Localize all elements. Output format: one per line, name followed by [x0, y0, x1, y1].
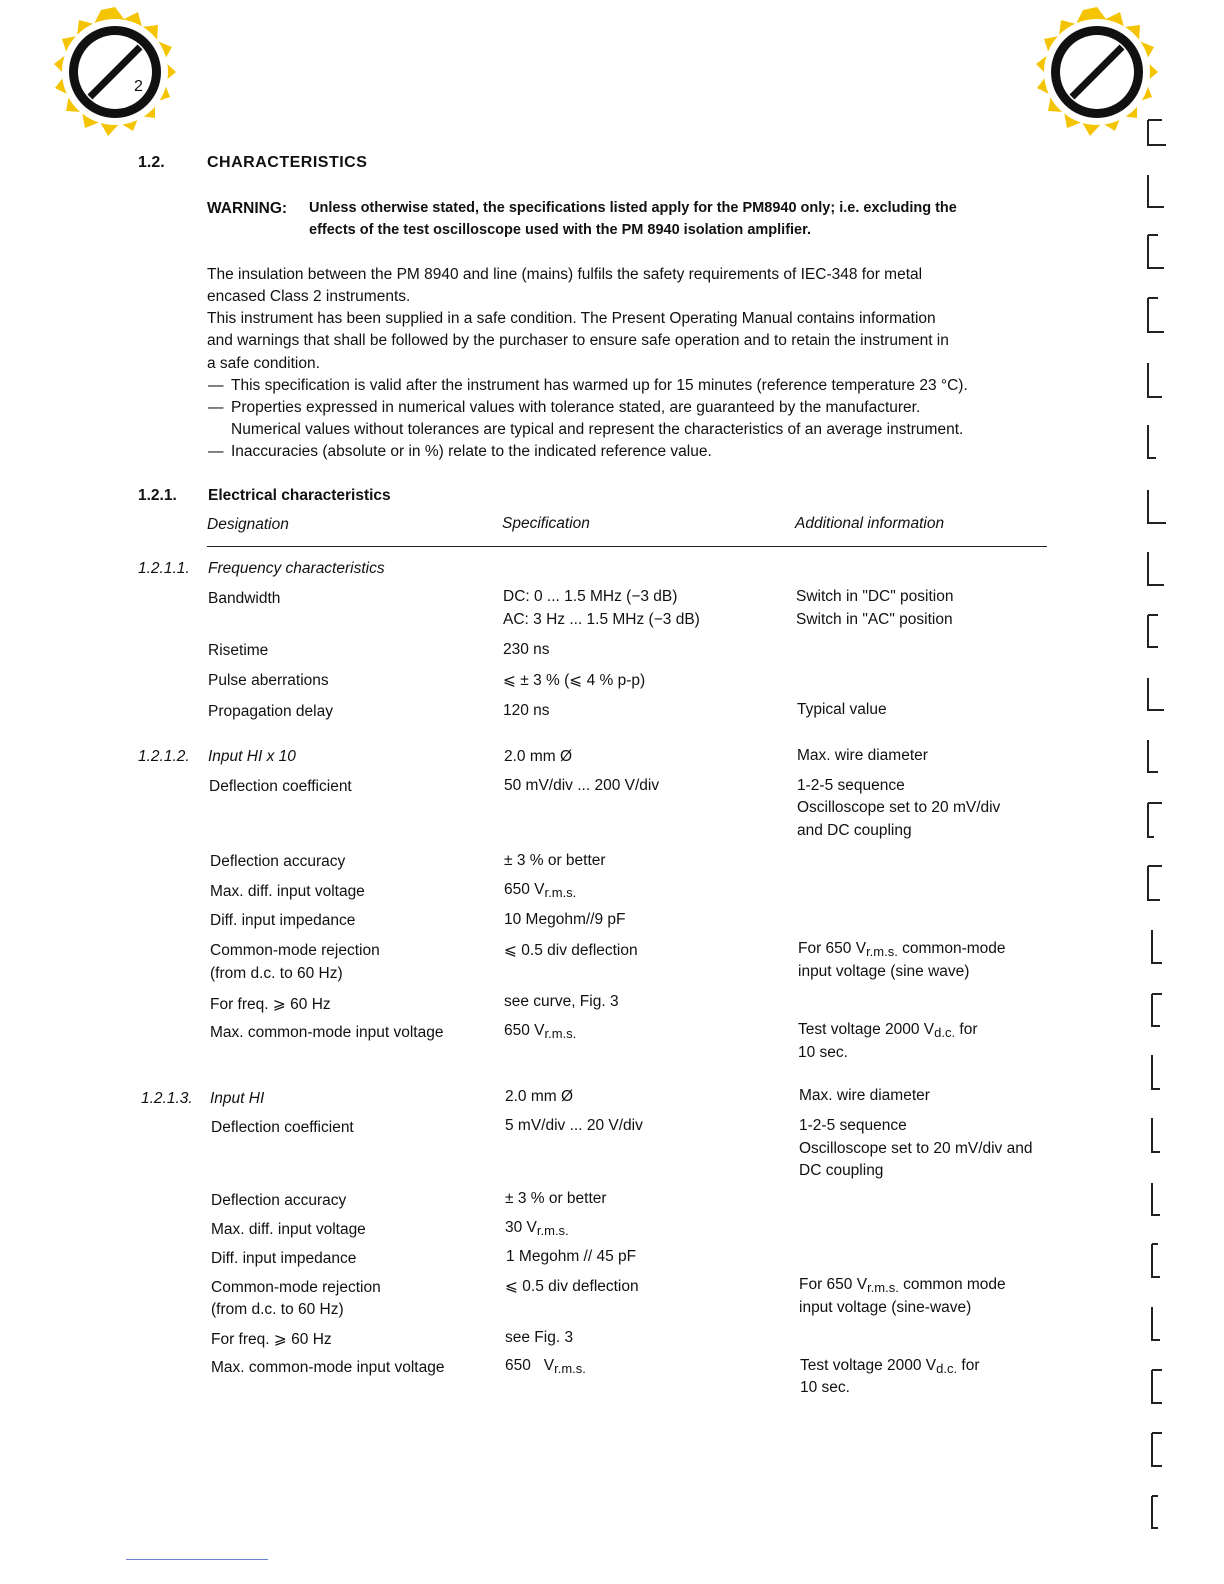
hi10-test-info: 10 sec. — [798, 1044, 848, 1061]
prop-info: Typical value — [797, 701, 887, 718]
bullet-text: This specification is valid after the instrument has warmed up for 15 minutes (reference temperature 23 °C). — [231, 377, 968, 394]
hi-acc-value: ± 3 % or better — [505, 1190, 607, 1207]
hi10-freq-value: see curve, Fig. 3 — [504, 993, 619, 1010]
subsection-number: 1.2.1. — [138, 487, 177, 504]
starburst-icon — [54, 7, 176, 136]
freq-title: Frequency characteristics — [208, 560, 385, 577]
hi10-acc-label: Deflection accuracy — [210, 853, 346, 870]
subsection-title: Electrical characteristics — [208, 487, 391, 504]
hi-test-info: 10 sec. — [800, 1379, 850, 1396]
hi10-imp-value: 10 Megohm//9 pF — [504, 911, 626, 928]
hi10-maxcm-value: 650 $V_{r.m.s.}$ — [504, 1022, 577, 1041]
hi-title: Input HI — [210, 1090, 265, 1107]
hi10-imp-label: Diff. input impedance — [210, 912, 356, 929]
freq-number: 1.2.1.1. — [138, 560, 190, 577]
hi-maxdiff-value: 30 $V_{r.m.s.}$ — [505, 1219, 569, 1238]
hi-maxcm-label: Max. common-mode input voltage — [211, 1359, 445, 1376]
hi-cmr-info: For 650 $V_{r.m.s.}$ common mode — [799, 1276, 1006, 1295]
hi10-cmr-info: For 650 $V_{r.m.s.}$ common-mode — [798, 940, 1006, 959]
intro-line: a safe condition. — [207, 355, 320, 372]
hi-cmr-label: (from d.c. to 60 Hz) — [211, 1301, 344, 1318]
hi-wire-value: 2.0 mm Ø — [505, 1088, 574, 1105]
hi10-defl-info: 1-2-5 sequence — [797, 777, 905, 794]
hi-cmr-label: Common-mode rejection — [211, 1279, 381, 1296]
hi10-wire-info: Max. wire diameter — [797, 747, 928, 764]
hi-cmr-info: input voltage (sine-wave) — [799, 1299, 972, 1316]
warning-label: WARNING: — [207, 200, 288, 217]
section-number: 1.2. — [138, 154, 165, 171]
hi10-defl-info: and DC coupling — [797, 822, 912, 839]
bullet-text: Numerical values without tolerances are typical and represent the characteristics of an average instrument. — [231, 421, 964, 438]
hi-defl-label: Deflection coefficient — [211, 1119, 354, 1136]
hi-defl-value: 5 mV/div ... 20 V/div — [505, 1117, 643, 1134]
hi-defl-info: Oscilloscope set to 20 mV/div and — [799, 1140, 1033, 1157]
warning-line-2: effects of the test oscilloscope used with the PM 8940 isolation amplifier. — [309, 222, 811, 238]
bandwidth-label: Bandwidth — [208, 590, 281, 607]
hi10-defl-label: Deflection coefficient — [209, 778, 352, 795]
header-designation: Designation — [207, 516, 289, 533]
hi10-defl-info: Oscilloscope set to 20 mV/div — [797, 799, 1001, 816]
hi10-defl-value: 50 mV/div ... 200 V/div — [504, 777, 660, 794]
hi-imp-label: Diff. input impedance — [211, 1250, 357, 1267]
intro-line: and warnings that shall be followed by the purchaser to ensure safe operation and to retain the instrument in — [207, 332, 949, 349]
warning-line-1: Unless otherwise stated, the specifications listed apply for the PM8940 only; i.e. excluding the — [309, 200, 957, 216]
binding-marks — [1140, 110, 1170, 1540]
hi10-maxdiff-value: 650 $V_{r.m.s.}$ — [504, 881, 577, 900]
risetime-label: Risetime — [208, 642, 269, 659]
page-number: 2 — [134, 78, 143, 95]
hi10-number: 1.2.1.2. — [138, 748, 190, 765]
hi-number: 1.2.1.3. — [141, 1090, 193, 1107]
hi-defl-info: DC coupling — [799, 1162, 884, 1179]
bandwidth-ac: AC: 3 Hz ... 1.5 MHz (−3 dB) — [503, 611, 700, 628]
hi-imp-value: 1 Megohm // 45 pF — [506, 1248, 637, 1265]
bullet-dash: — — [208, 443, 224, 460]
risetime-value: 230 ns — [503, 641, 550, 658]
bullet-text: Properties expressed in numerical values with tolerance stated, are guaranteed by the manufacturer. — [231, 399, 921, 416]
hi-maxdiff-label: Max. diff. input voltage — [211, 1221, 366, 1238]
intro-line: This instrument has been supplied in a safe condition. The Present Operating Manual contains information — [207, 310, 936, 327]
intro-line: encased Class 2 instruments. — [207, 288, 411, 305]
bandwidth-dc: DC: 0 ... 1.5 MHz (−3 dB) — [503, 588, 678, 605]
prop-label: Propagation delay — [208, 703, 333, 720]
hi10-maxdiff-label: Max. diff. input voltage — [210, 883, 365, 900]
hi-maxcm-value: 650 $V_{r.m.s.}$ — [505, 1357, 586, 1376]
switch-ac: Switch in "AC" position — [796, 611, 953, 628]
pulse-value: ⩽ ± 3 % (⩽ 4 % p-p) — [503, 672, 646, 689]
prop-value: 120 ns — [503, 702, 550, 719]
hi10-title: Input HI x 10 — [208, 748, 296, 765]
hi10-cmr-label: (from d.c. to 60 Hz) — [210, 965, 343, 982]
hi-defl-info: 1-2-5 sequence — [799, 1117, 907, 1134]
hi10-acc-value: ± 3 % or better — [504, 852, 606, 869]
hi-test-info: Test voltage 2000 $V_{d.c.}$ for — [800, 1357, 980, 1376]
bullet-dash: — — [208, 399, 224, 416]
hi10-freq-label: For freq. ⩾ 60 Hz — [210, 996, 331, 1013]
hi10-maxcm-label: Max. common-mode input voltage — [210, 1024, 444, 1041]
hi-freq-value: see Fig. 3 — [505, 1329, 574, 1346]
bullet-text: Inaccuracies (absolute or in %) relate to the indicated reference value. — [231, 443, 712, 460]
intro-line: The insulation between the PM 8940 and line (mains) fulfils the safety requirements of IEC-348 for metal — [207, 266, 923, 283]
section-title: CHARACTERISTICS — [207, 154, 368, 171]
header-rule — [207, 546, 1047, 547]
hi10-cmr-label: Common-mode rejection — [210, 942, 380, 959]
pulse-label: Pulse aberrations — [208, 672, 329, 689]
pdf-xchange-badge-left[interactable] — [45, 5, 185, 145]
header-additional: Additional information — [795, 515, 945, 532]
hi10-test-info: Test voltage 2000 $V_{d.c.}$ for — [798, 1021, 978, 1040]
switch-dc: Switch in "DC" position — [796, 588, 954, 605]
bullet-dash: — — [208, 377, 224, 394]
hi-acc-label: Deflection accuracy — [211, 1192, 347, 1209]
footer-rule — [126, 1559, 268, 1560]
hi-freq-label: For freq. ⩾ 60 Hz — [211, 1331, 332, 1348]
hi10-cmr-value: ⩽ 0.5 div deflection — [504, 942, 638, 959]
hi10-cmr-info: input voltage (sine wave) — [798, 963, 970, 980]
hi-cmr-value: ⩽ 0.5 div deflection — [505, 1278, 639, 1295]
hi10-wire-value: 2.0 mm Ø — [504, 748, 573, 765]
hi-wire-info: Max. wire diameter — [799, 1087, 930, 1104]
header-specification: Specification — [502, 515, 590, 532]
